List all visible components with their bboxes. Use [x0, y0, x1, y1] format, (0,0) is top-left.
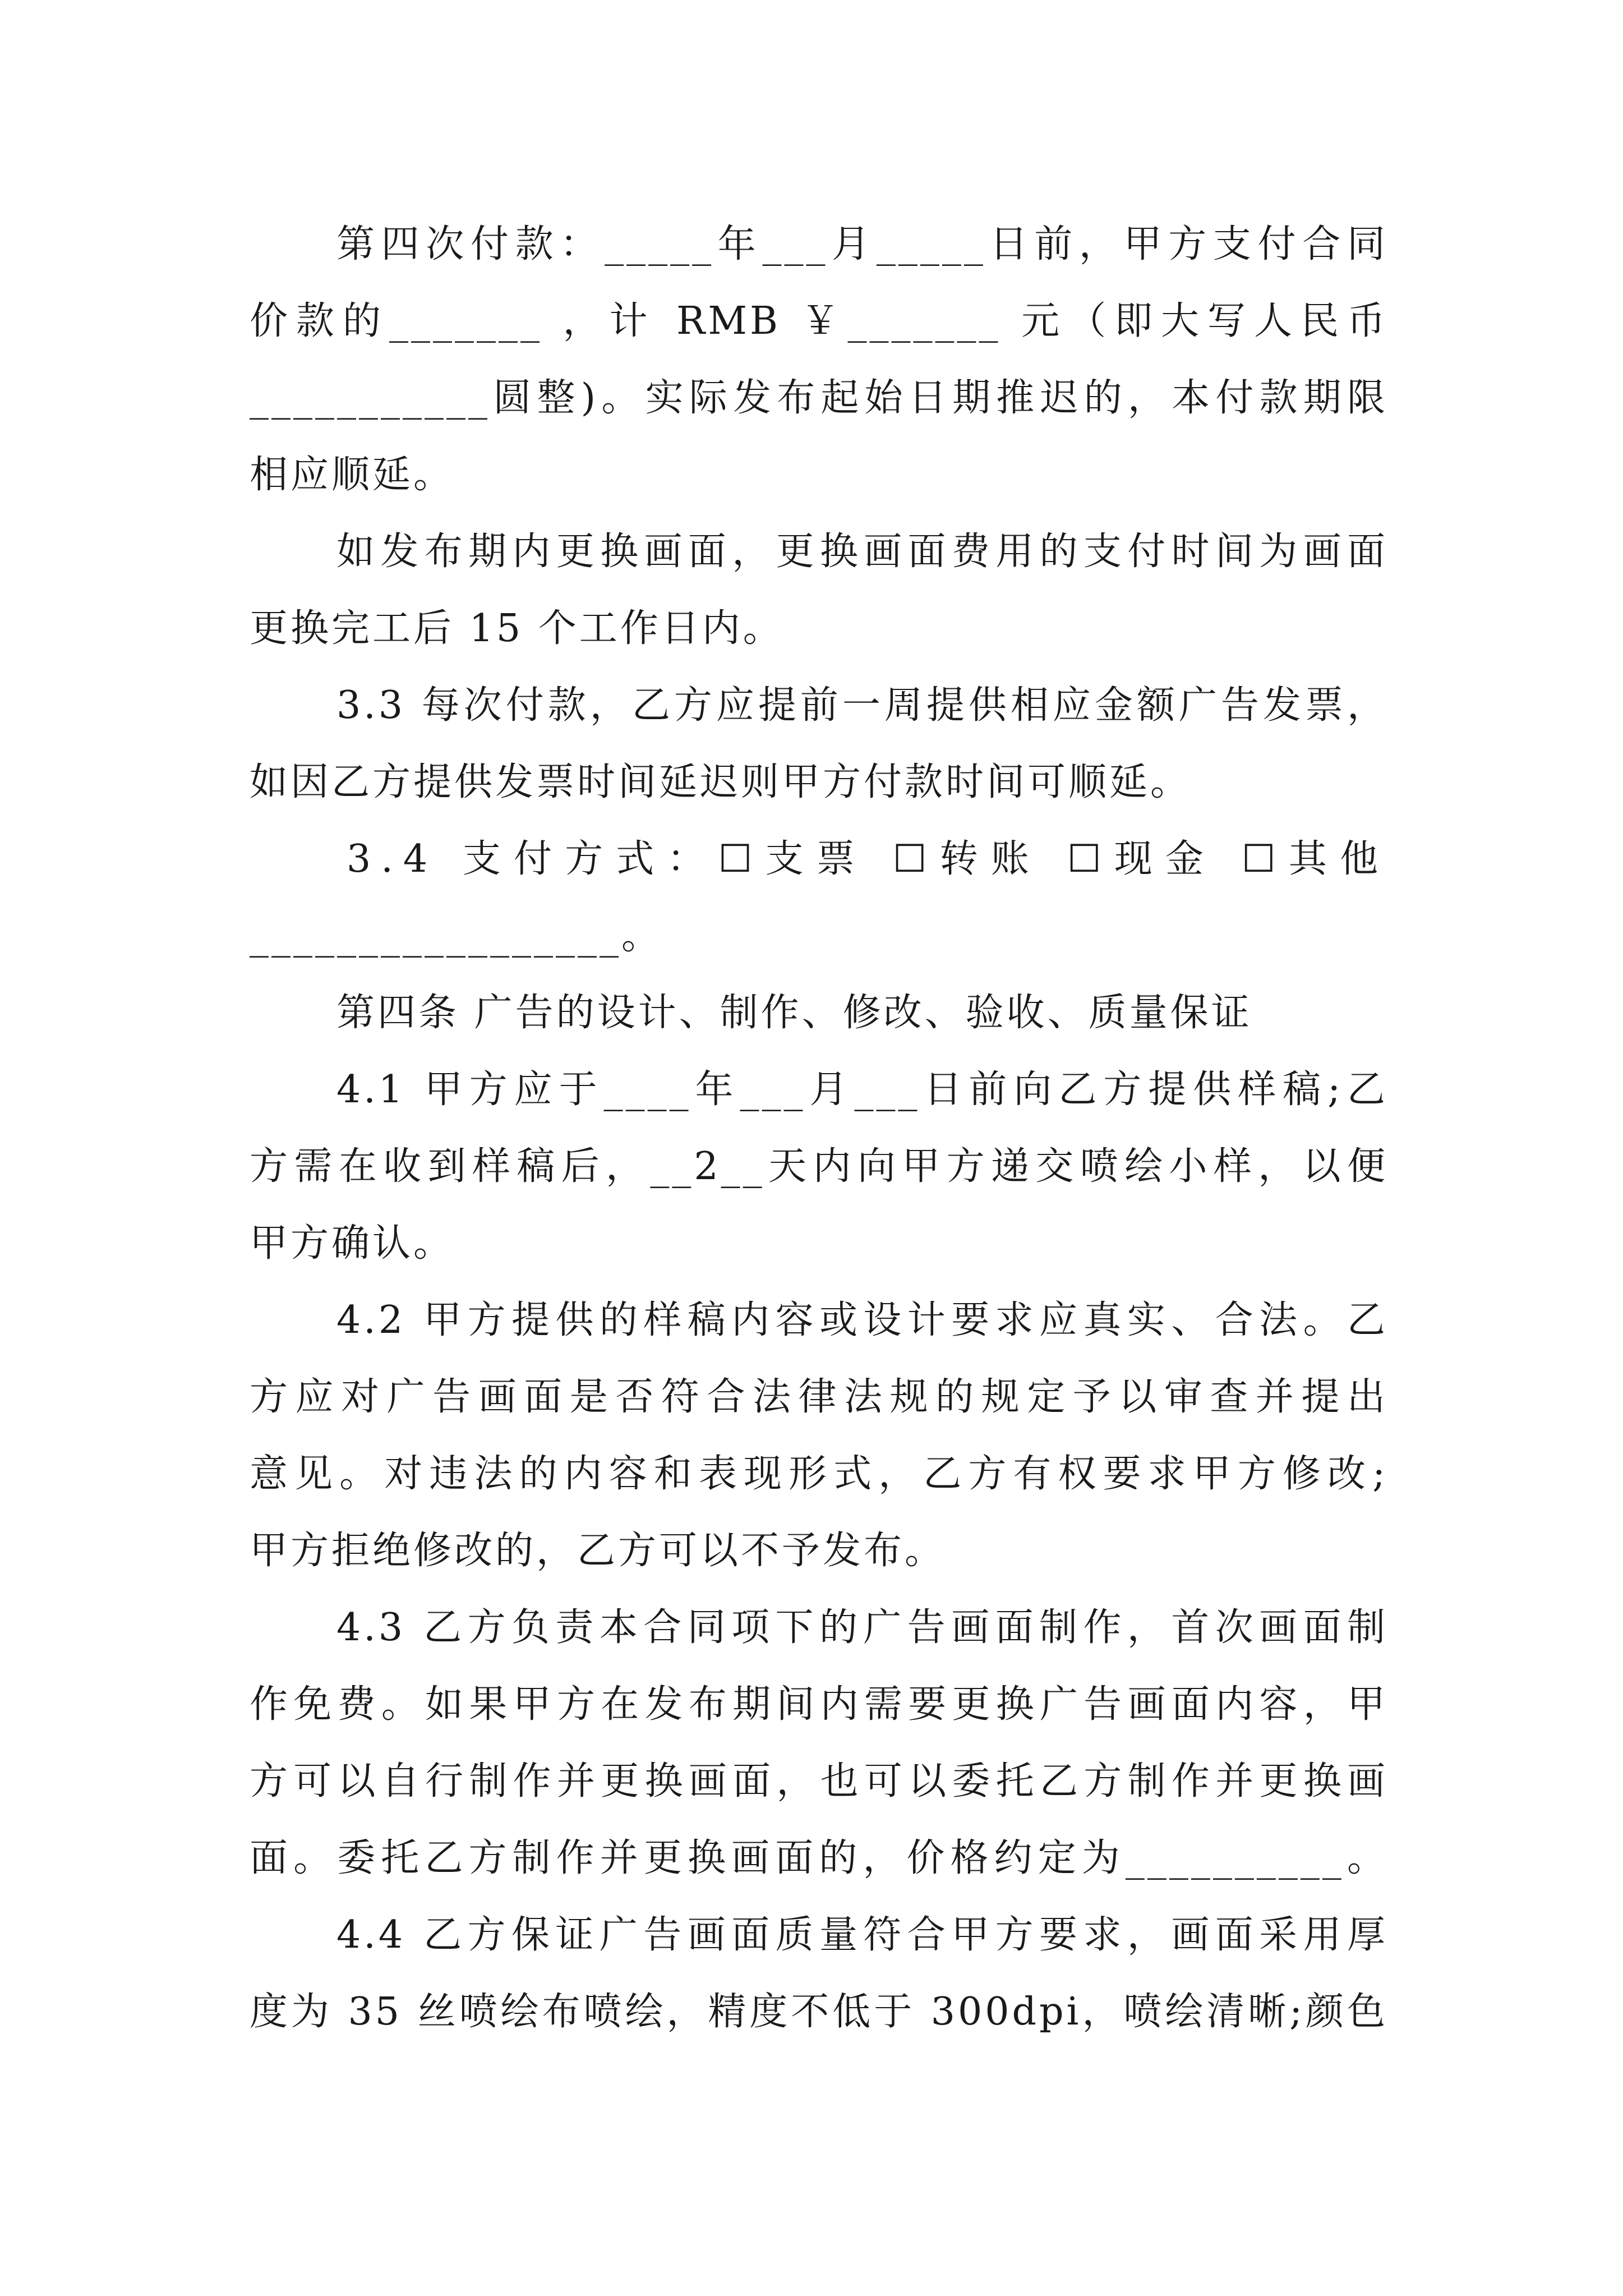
- text-line-3: ___________圆整)。实际发布起始日期推迟的，本付款期限: [250, 376, 1388, 420]
- text-line-12: 4.1 甲方应于____年___月___日前向乙方提供样稿;乙: [336, 1068, 1388, 1112]
- text-line-24: 度为 35 丝喷绘布喷绘，精度不低于 300dpi，喷绘清晰;颜色: [250, 1990, 1388, 2034]
- text-line-13: 方需在收到样稿后，__2__天内向甲方递交喷绘小样，以便: [250, 1144, 1388, 1189]
- text-line-1: 第四次付款：_____年___月_____日前，甲方支付合同: [336, 222, 1388, 266]
- text-line-18: 甲方拒绝修改的，乙方可以不予发布。: [250, 1529, 946, 1573]
- text-line-21: 方可以自行制作并更换画面，也可以委托乙方制作并更换画: [250, 1759, 1388, 1803]
- text-line-10: _________________。: [250, 914, 663, 958]
- text-line-2: 价款的_______ ，计 RMB ￥_______ 元（即大写人民币: [250, 299, 1388, 343]
- text-line-7: 3.3 每次付款，乙方应提前一周提供相应金额广告发票，: [336, 683, 1388, 728]
- text-line-4: 相应顺延。: [250, 453, 455, 497]
- section-heading-article-4: 第四条 广告的设计、制作、修改、验收、质量保证: [336, 991, 1252, 1035]
- text-line-23: 4.4 乙方保证广告画面质量符合甲方要求，画面采用厚: [336, 1913, 1388, 1957]
- text-line-9: 3.4 支付方式：☐支票 ☐转账 ☐现金 ☐其他: [347, 837, 1388, 881]
- text-line-6: 更换完工后 15 个工作日内。: [250, 606, 784, 651]
- text-line-14: 甲方确认。: [250, 1221, 455, 1266]
- text-line-19: 4.3 乙方负责本合同项下的广告画面制作，首次画面制: [336, 1605, 1388, 1650]
- text-line-5: 如发布期内更换画面，更换画面费用的支付时间为画面: [336, 530, 1388, 574]
- text-line-22: 面。委托乙方制作并更换画面的，价格约定为__________。: [250, 1836, 1388, 1880]
- text-line-20: 作免费。如果甲方在发布期间内需要更换广告画面内容，甲: [250, 1682, 1388, 1727]
- text-line-15: 4.2 甲方提供的样稿内容或设计要求应真实、合法。乙: [336, 1298, 1388, 1342]
- text-line-16: 方应对广告画面是否符合法律法规的规定予以审查并提出: [250, 1375, 1388, 1419]
- text-line-17: 意见。对违法的内容和表现形式，乙方有权要求甲方修改;: [250, 1452, 1388, 1496]
- text-line-8: 如因乙方提供发票时间延迟则甲方付款时间可顺延。: [250, 760, 1192, 804]
